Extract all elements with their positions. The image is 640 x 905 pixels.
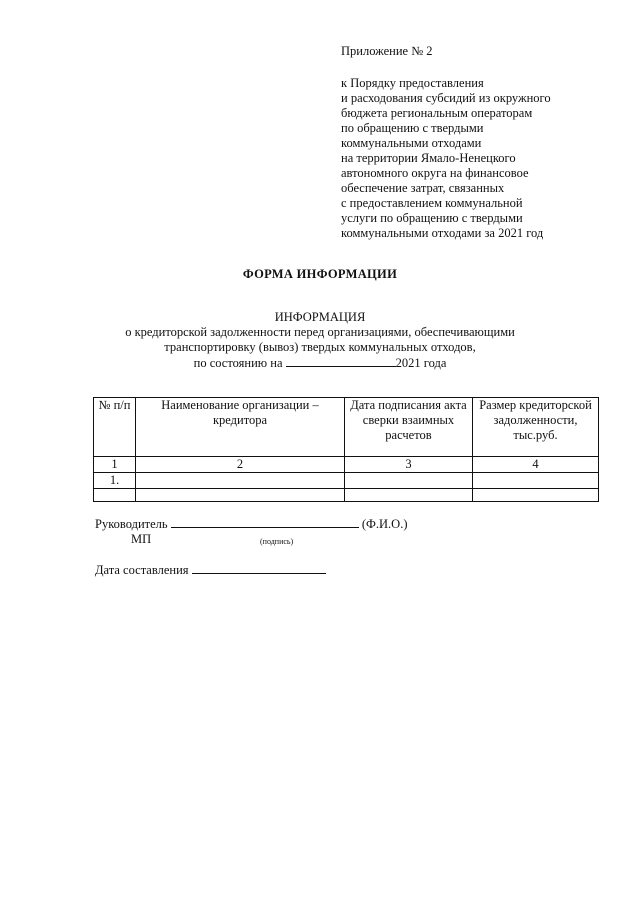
date-block xyxy=(95,562,326,578)
table-cell[interactable]: 1. xyxy=(94,473,136,489)
appendix-line: к Порядку предоставления xyxy=(341,76,484,90)
table-cell[interactable] xyxy=(94,489,136,502)
stamp-row xyxy=(95,532,615,552)
appendix-title: Приложение № 2 xyxy=(341,44,433,58)
signature-block xyxy=(95,516,615,552)
column-header-reconciliation-date: Дата подписания акта сверки взаимных расчетов xyxy=(345,398,473,457)
signature-line xyxy=(95,516,615,532)
creditor-debt-table xyxy=(93,397,599,502)
info-title: ИНФОРМАЦИЯ xyxy=(274,310,366,324)
table-cell[interactable] xyxy=(345,489,473,502)
appendix-block xyxy=(341,44,621,241)
appendix-line: бюджета региональным операторам xyxy=(341,106,533,120)
table-header-row xyxy=(94,398,599,457)
info-line-1: о кредиторской задолженности перед организациями, обеспечивающими xyxy=(125,325,515,339)
table-cell[interactable] xyxy=(136,489,345,502)
column-header-number: № п/п xyxy=(94,398,136,457)
column-number: 1 xyxy=(94,457,136,473)
appendix-line: услуги по обращению с твердыми xyxy=(341,211,523,225)
column-number: 4 xyxy=(473,457,599,473)
info-date-suffix: 2021 года xyxy=(395,356,447,370)
appendix-line: автономного округа на финансовое xyxy=(341,166,529,180)
date-compiled-blank-field[interactable] xyxy=(192,562,326,574)
column-number-row xyxy=(94,457,599,473)
signature-caption: (подпись) xyxy=(260,537,294,546)
appendix-line: коммунальными отходами xyxy=(341,136,482,150)
table-row xyxy=(94,473,599,489)
appendix-line: на территории Ямало-Ненецкого xyxy=(341,151,516,165)
stamp-label: МП xyxy=(131,532,152,546)
appendix-line: обеспечение затрат, связанных xyxy=(341,181,505,195)
info-block xyxy=(0,310,640,371)
column-header-organization: Наименование организации – кредитора xyxy=(136,398,345,457)
appendix-line: коммунальными отходами за 2021 год xyxy=(341,226,544,240)
appendix-line: и расходования субсидий из окружного xyxy=(341,91,551,105)
info-date-prefix: по состоянию на xyxy=(193,356,283,370)
head-label: Руководитель xyxy=(95,517,168,531)
table-cell[interactable] xyxy=(136,473,345,489)
fio-label: (Ф.И.О.) xyxy=(361,517,408,531)
info-line-3 xyxy=(0,355,640,371)
info-line-2: транспортировку (вывоз) твердых коммунальных отходов, xyxy=(164,340,476,354)
column-header-debt-amount: Размер кредиторской задолженности, тыс.руб. xyxy=(473,398,599,457)
table-cell[interactable] xyxy=(473,473,599,489)
form-heading: ФОРМА ИНФОРМАЦИИ xyxy=(242,267,398,281)
signature-blank-field[interactable] xyxy=(171,516,359,528)
column-number: 3 xyxy=(345,457,473,473)
table-cell[interactable] xyxy=(473,489,599,502)
appendix-line: с предоставлением коммунальной xyxy=(341,196,523,210)
table-cell[interactable] xyxy=(345,473,473,489)
appendix-line: по обращению с твердыми xyxy=(341,121,484,135)
table-row xyxy=(94,489,599,502)
date-blank-field[interactable] xyxy=(286,355,396,367)
date-label: Дата составления xyxy=(95,563,189,577)
column-number: 2 xyxy=(136,457,345,473)
